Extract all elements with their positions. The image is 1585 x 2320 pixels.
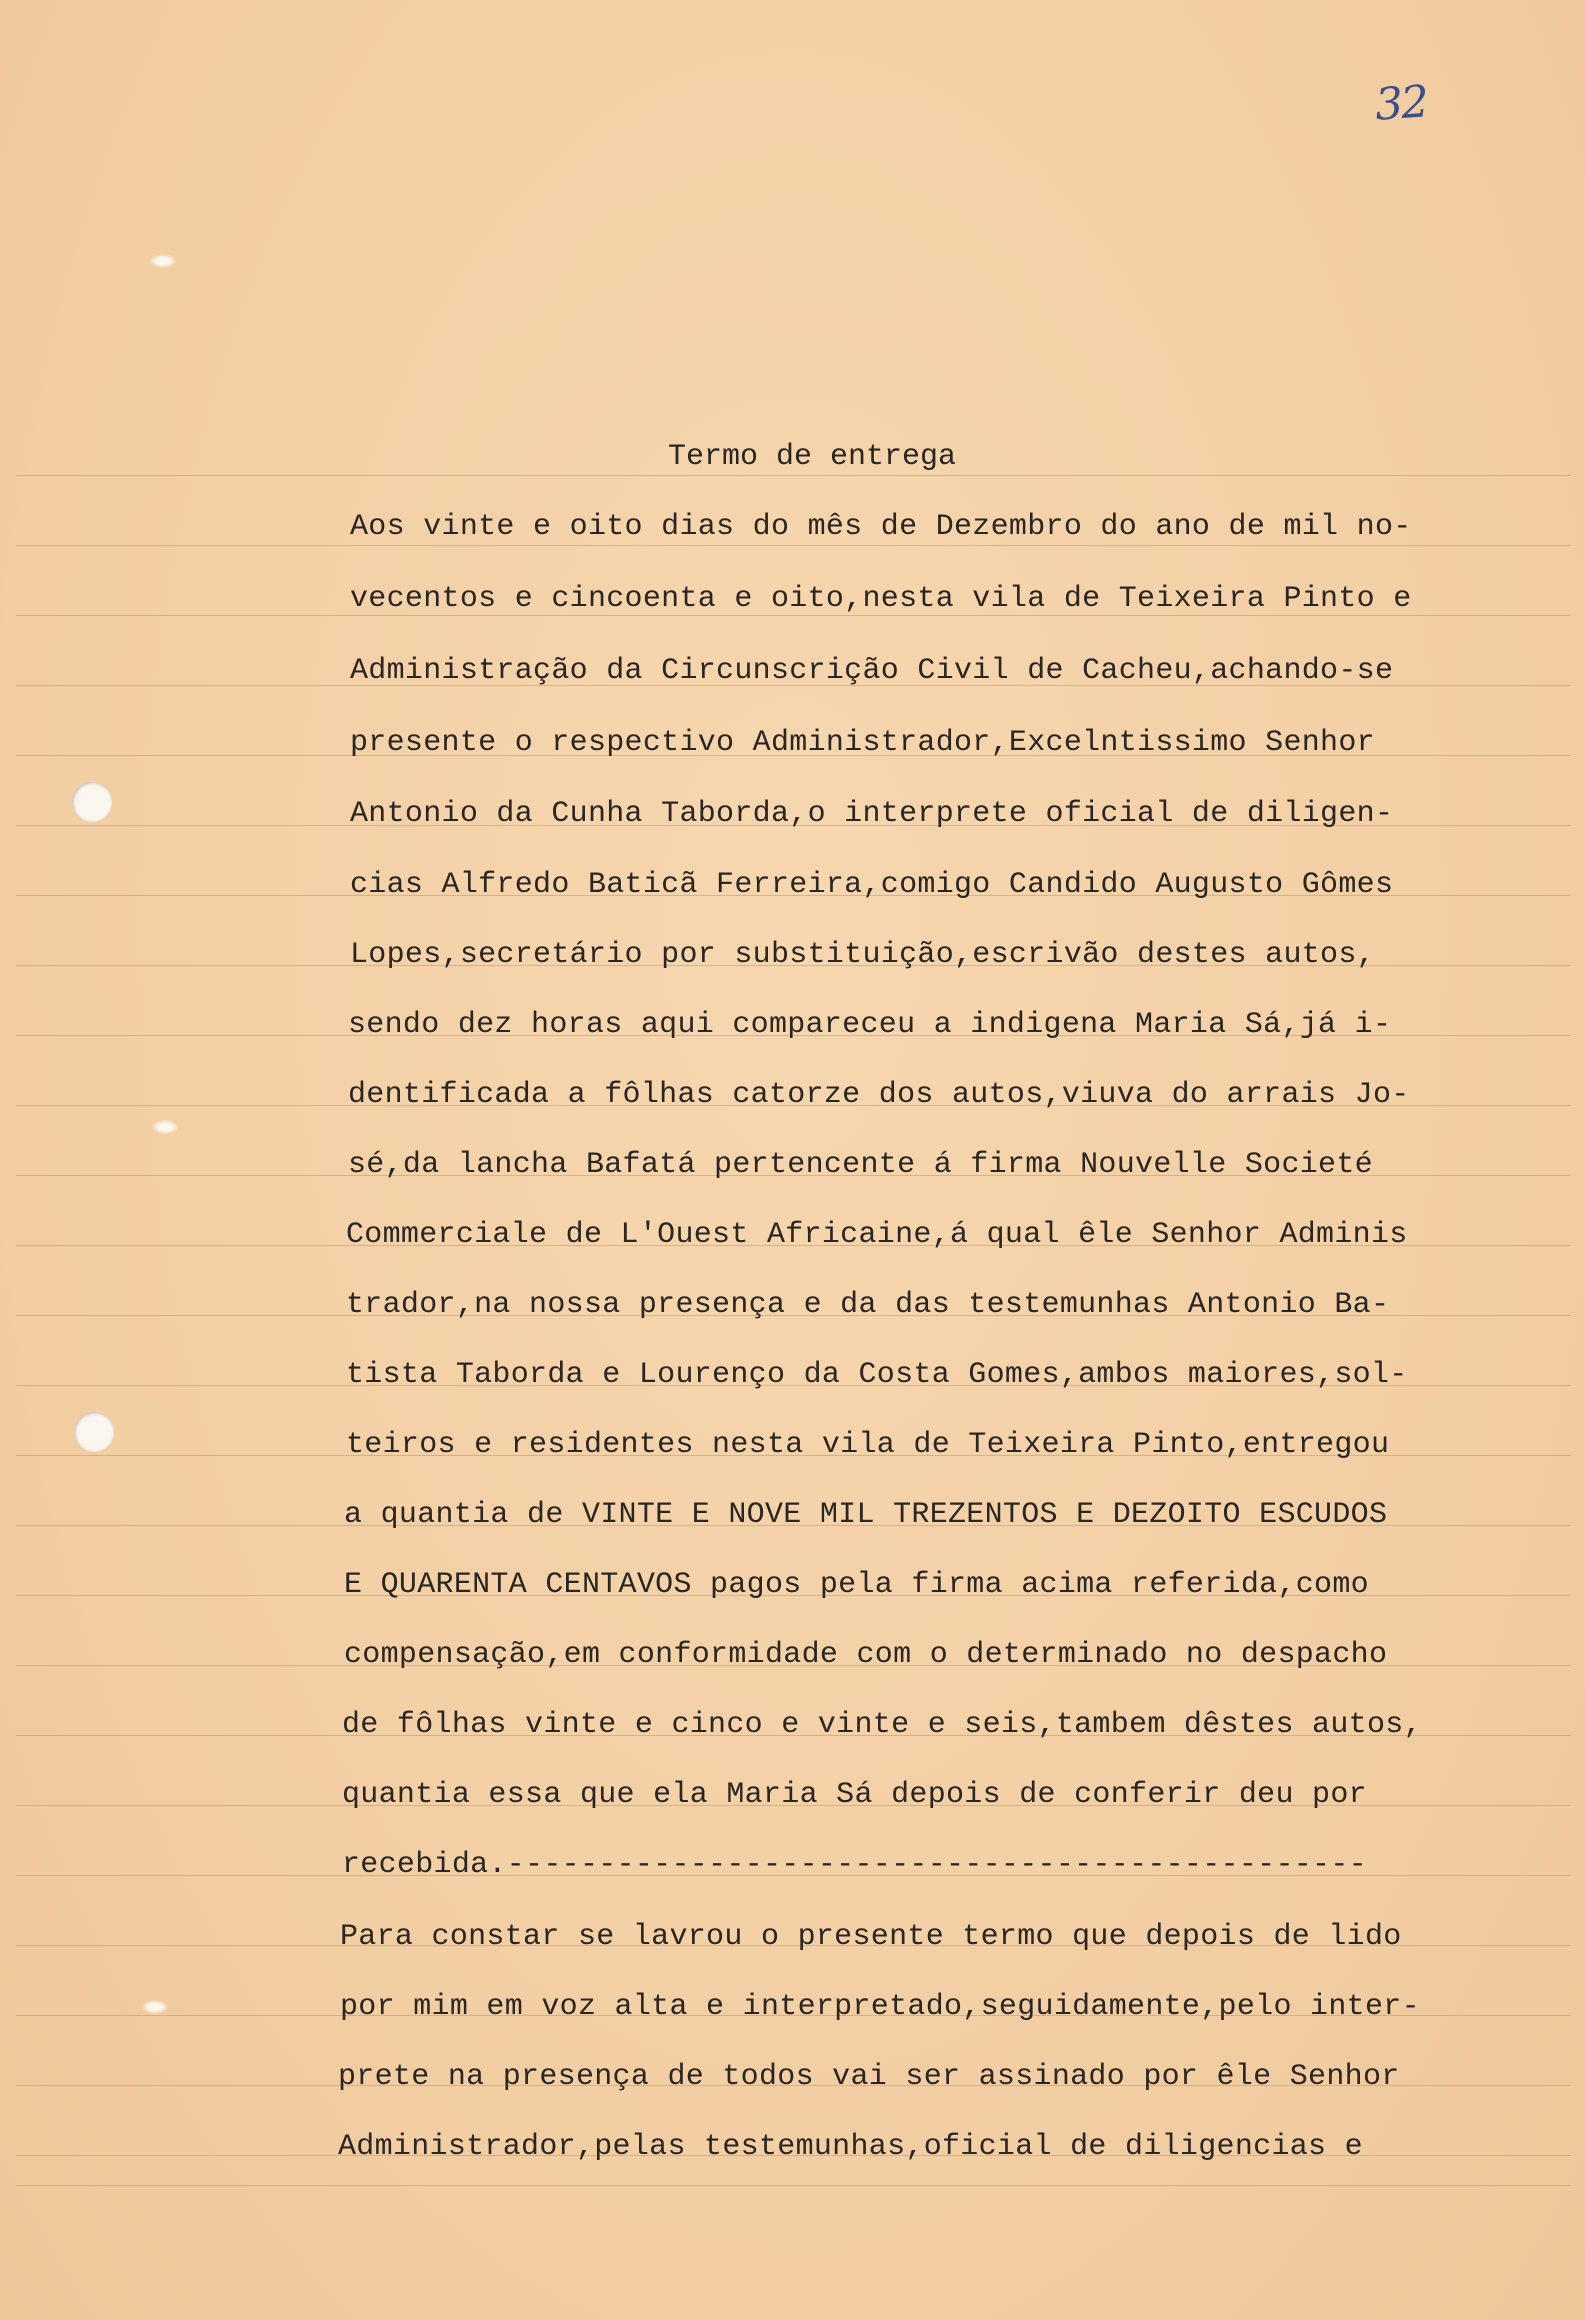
text-line: quantia essa que ela Maria Sá depois de conferir deu por (342, 1778, 1367, 1812)
text-line: trador,na nossa presença e da das testemunhas Antonio Ba- (346, 1288, 1390, 1322)
punch-hole (142, 2000, 168, 2014)
text-line: por mim em voz alta e interpretado,seguidamente,pelo inter- (340, 1990, 1420, 2024)
text-line: Aos vinte e oito dias do mês de Dezembro do ano de mil no- (350, 510, 1412, 544)
text-line: recebida.----------------------------------------------- (342, 1848, 1367, 1882)
text-line: dentificada a fôlhas catorze dos autos,viuva do arrais Jo- (348, 1078, 1410, 1112)
text-line: Lopes,secretário por substituição,escrivão destes autos, (350, 938, 1375, 972)
document-title: Termo de entrega (668, 440, 957, 474)
text-line: tista Taborda e Lourenço da Costa Gomes,ambos maiores,sol- (346, 1358, 1408, 1392)
text-line: E QUARENTA CENTAVOS pagos pela firma acima referida,como (344, 1568, 1369, 1602)
text-line: vecentos e cincoenta e oito,nesta vila de Teixeira Pinto e (350, 582, 1412, 616)
text-line: presente o respectivo Administrador,Excelntissimo Senhor (350, 726, 1375, 760)
text-line: Administração da Circunscrição Civil de Cacheu,achando-se (350, 654, 1394, 688)
text-line: Commerciale de L'Ouest Africaine,á qual êle Senhor Adminis (346, 1218, 1408, 1252)
folio-number: 32 (1373, 76, 1429, 131)
punch-hole (152, 1120, 178, 1134)
ruled-line (16, 2185, 1571, 2186)
text-line: compensação,em conformidade com o determinado no despacho (344, 1638, 1388, 1672)
punch-hole (74, 1412, 114, 1452)
text-line: Administrador,pelas testemunhas,oficial de diligencias e (338, 2130, 1363, 2164)
ruled-line (16, 475, 1571, 476)
punch-hole (72, 782, 112, 822)
text-line: sendo dez horas aqui compareceu a indigena Maria Sá,já i- (348, 1008, 1392, 1042)
text-line: de fôlhas vinte e cinco e vinte e seis,tambem dêstes autos, (342, 1708, 1422, 1742)
text-line: teiros e residentes nesta vila de Teixeira Pinto,entregou (346, 1428, 1390, 1462)
text-line: prete na presença de todos vai ser assinado por êle Senhor (338, 2060, 1400, 2094)
text-line: Antonio da Cunha Taborda,o interprete oficial de diligen- (350, 797, 1394, 831)
text-line: sé,da lancha Bafatá pertencente á firma Nouvelle Societé (348, 1148, 1373, 1182)
text-line: Para constar se lavrou o presente termo que depois de lido (340, 1920, 1402, 1954)
text-line: cias Alfredo Baticã Ferreira,comigo Candido Augusto Gômes (350, 868, 1394, 902)
punch-hole (150, 254, 176, 268)
ruled-line (16, 545, 1571, 546)
text-line: a quantia de VINTE E NOVE MIL TREZENTOS E DEZOITO ESCUDOS (344, 1498, 1388, 1532)
